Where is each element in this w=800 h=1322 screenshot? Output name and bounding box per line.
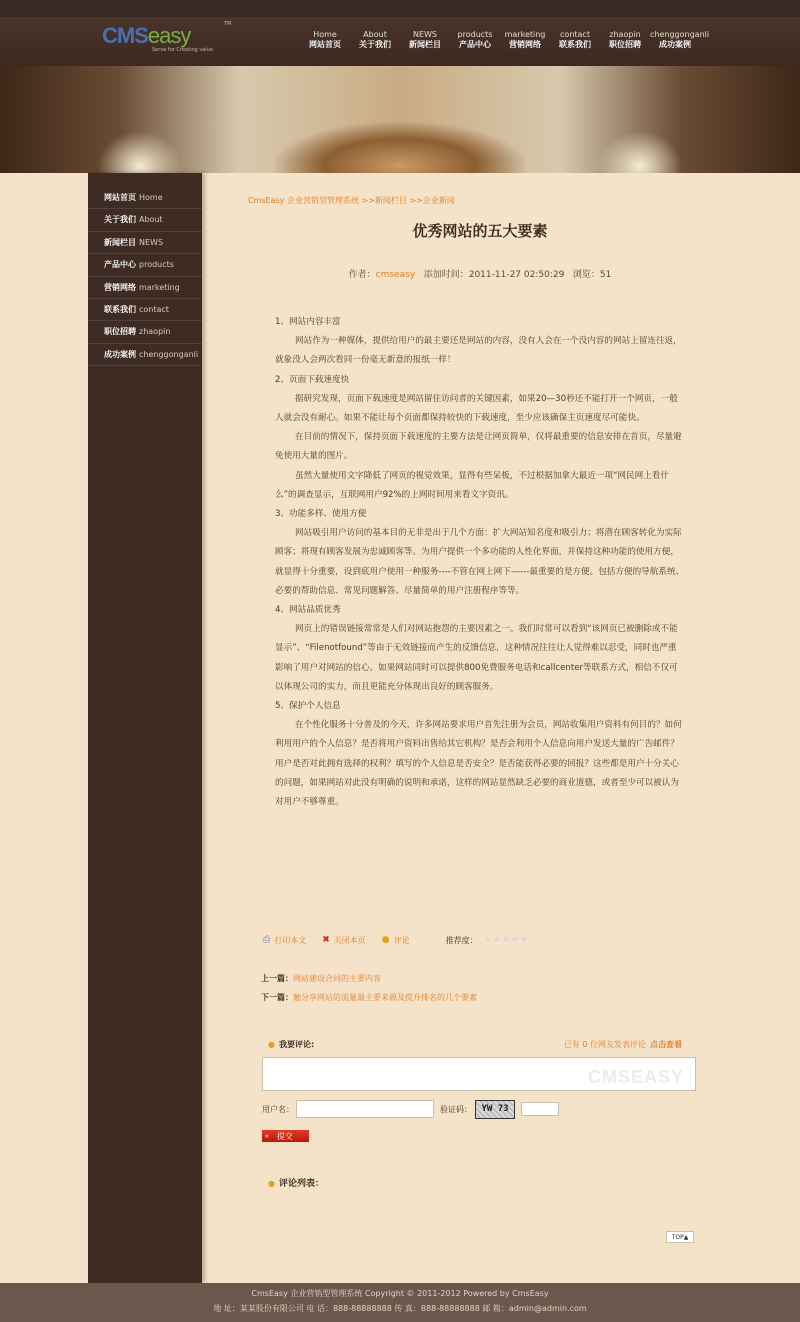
bullet-icon: ●: [268, 1040, 275, 1049]
sidebar-item-about[interactable]: [88, 209, 202, 231]
print-label: 打印本文: [274, 935, 307, 945]
nav-item-cn: 营销网络: [509, 40, 541, 49]
time-label: 添加时间：: [423, 270, 469, 280]
comment-label: 评论: [393, 935, 410, 945]
author-label: 作者：: [348, 270, 376, 280]
close-label: 关闭本页: [333, 935, 366, 945]
double-arrow-icon: «: [265, 1132, 269, 1140]
nav-item-cn: 产品中心: [459, 40, 491, 49]
views-label: 浏览：: [572, 270, 600, 280]
comment-count: [564, 1039, 682, 1050]
comment-count-post: 位网友发表评论: [590, 1040, 646, 1049]
sidebar-item-cn: 新闻栏目: [104, 237, 136, 247]
comment-form-header: [268, 1039, 682, 1051]
nav-item-en: About: [363, 30, 387, 39]
sidebar-item-en: Home: [139, 193, 163, 202]
prev-article: [261, 969, 477, 988]
logo-easy-text: easy: [147, 23, 191, 48]
sidebar-item-contact[interactable]: [88, 299, 202, 321]
footer-contact: 地 址：某某股份有限公司 电 话：888-88888888 传 真：888-88888888 邮 箱：admin@admin.com: [213, 1304, 587, 1313]
comment-box-wrap: [262, 1057, 696, 1091]
sidebar-item-cn: 关于我们: [104, 215, 136, 225]
breadcrumb-separator: >>: [409, 196, 423, 205]
site-footer: [0, 1283, 800, 1322]
breadcrumb-news-link[interactable]: 新闻栏目: [374, 196, 407, 205]
comment-icon: ●: [381, 935, 390, 945]
hero-banner-image: [0, 66, 800, 173]
cmseasy-watermark: CMSEASY: [587, 1067, 684, 1087]
sidebar-item-news[interactable]: [88, 232, 202, 254]
comment-user-row: [262, 1100, 559, 1118]
article-title: 优秀网站的五大要素: [412, 222, 548, 240]
sidebar-item-en: zhaopin: [139, 327, 171, 337]
submit-label: 提交: [276, 1131, 293, 1141]
breadcrumb-separator: >>: [361, 196, 375, 205]
username-input[interactable]: [296, 1100, 434, 1118]
nav-item-cn: 职位招聘: [609, 40, 641, 49]
sidebar-item-en: contact: [139, 304, 169, 314]
nav-item-cn: 关于我们: [359, 40, 391, 49]
article-paragraph: 虽然大量使用文字降低了网页的视觉效果，显得有些呆板，不过根据加拿大最近一项“网民网上看什么”的调查显示，互联网用户92%的上网时间用来看文字资讯。: [275, 470, 669, 500]
sidebar-item-cn: 联系我们: [104, 304, 136, 314]
nav-item-en: zhaopin: [609, 30, 641, 39]
nav-item-news[interactable]: [400, 30, 450, 50]
site-logo[interactable]: [102, 21, 232, 53]
printer-icon: ⎙: [263, 935, 271, 945]
comment-list: [268, 1176, 324, 1189]
article-paragraph: 据研究发现，页面下载速度是网站留住访问者的关键因素，如果20—30秒还不能打开一个网页，一般人就会没有耐心。如果不能让每个页面都保持较快的下载速度，至少应该确保主页速度尽可能快。: [275, 393, 678, 424]
comment-form-title: 我要评论:: [278, 1040, 315, 1049]
comment-list-title: 评论列表：: [278, 1179, 324, 1189]
nav-item-about[interactable]: [350, 30, 400, 50]
logo-slogan: Serve for Creating value: [152, 47, 213, 53]
view-comments-link[interactable]: 点击查看: [650, 1040, 682, 1049]
article-tools: [263, 934, 529, 946]
nav-item-marketing[interactable]: [500, 30, 550, 50]
sidebar-item-chenggonganli[interactable]: [88, 344, 202, 366]
article-section-heading: 3、功能多样、使用方便: [275, 509, 367, 520]
nav-item-zhaopin[interactable]: [600, 30, 650, 50]
sidebar-item-en: marketing: [139, 282, 180, 292]
article-paragraph: 网站作为一种媒体，提供给用户的最主要还是网站的内容，没有人会在一个没内容的网站上留连往返，就象没人会两次看同一份毫无新意的报纸一样！: [275, 336, 682, 366]
recommend-stars[interactable]: ★★★★★: [483, 935, 529, 945]
nav-item-contact[interactable]: [550, 30, 600, 50]
next-article-link[interactable]: 触分享网站的流量最主要来源及提升排名的几个要素: [293, 993, 477, 1002]
back-to-top-button[interactable]: TOP▲: [666, 1231, 694, 1243]
article-body: [275, 313, 685, 812]
breadcrumb: [248, 195, 455, 206]
comment-count-pre: 已有: [563, 1040, 580, 1049]
sidebar-item-cn: 职位招聘: [104, 327, 136, 337]
close-page-button[interactable]: [322, 935, 366, 946]
logo-cms-text: CMS: [102, 23, 148, 48]
sidebar-item-cn: 网站首页: [104, 193, 136, 202]
comment-button[interactable]: [382, 935, 410, 946]
main-nav: [300, 30, 710, 50]
nav-item-en: Home: [313, 30, 337, 39]
next-label: 下一篇：: [261, 993, 293, 1002]
article-paragraph: 网站吸引用户访问的基本目的无非是出于几个方面：扩大网站知名度和吸引力；将潜在顾客转化为实际顾客；将现有顾客发展为忠诚顾客等。为用户提供一个多功能的人性化界面，并保持这种功能的使用方便，就显得十分重要，设到底用户使用一种服务----不管在网上网下------最重要的是方便。包括方便的导航系统、必要的帮助信息、常见问题解答、尽量简单的用户注册程序等等。: [275, 528, 685, 596]
nav-item-en: chenggonganli: [650, 30, 710, 39]
captcha-input[interactable]: [521, 1102, 559, 1116]
comment-count-value: 0: [582, 1040, 588, 1049]
prev-next-links: [261, 969, 477, 1007]
captcha-image[interactable]: YW 73: [475, 1100, 515, 1119]
logo-trademark: TM: [224, 21, 232, 27]
nav-item-en: NEWS: [412, 30, 438, 39]
article-meta: [202, 267, 758, 280]
main-content: [202, 173, 800, 1283]
nav-item-en: contact: [560, 30, 590, 39]
sidebar-item-home[interactable]: [88, 187, 202, 209]
prev-article-link[interactable]: 网站建设合同的主要内容: [293, 974, 381, 983]
article-section-heading: 1、网站内容丰富: [275, 317, 341, 327]
print-button[interactable]: [263, 935, 306, 946]
nav-item-chenggonganli[interactable]: [650, 30, 710, 50]
username-label: 用户名：: [262, 1104, 294, 1114]
nav-item-en: products: [457, 30, 493, 39]
breadcrumb-company-news-link[interactable]: 企业新闻: [422, 196, 455, 205]
sidebar-item-en: products: [139, 260, 174, 270]
article-section-heading: 4、网站品质优秀: [275, 605, 341, 616]
sidebar-item-cn: 营销网络: [104, 282, 136, 292]
nav-item-en: marketing: [504, 30, 546, 39]
sidebar-item-cn: 成功案例: [104, 349, 136, 359]
article-section-heading: 2、页面下载速度快: [275, 374, 350, 385]
article-paragraph: 在个性化服务十分普及的今天，许多网站要求用户首先注册为会员，网站收集用户资料有何目的？如何利用用户的个人信息？是否将用户资料出售给其它机构？是否会利用个人信息向用户发送大量的广告邮件？用户是否对此拥有选择的权利？填写的个人信息是否安全？是否能获得必要的回报？这些都是用户十分关心的问题，如果网站对此没有明确的说明和承诺，这样的网站显然缺乏必要的商业道德，或者至少可以被认为对用户不够尊重。: [275, 720, 682, 808]
author-name[interactable]: cmseasy: [375, 270, 416, 280]
article-section-heading: 5、保护个人信息: [275, 701, 341, 712]
sidebar: [88, 173, 202, 1283]
footer-copyright: CmsEasy 企业营销型管理系统 Copyright © 2011-2012 Powered by CmsEasy: [251, 1289, 549, 1298]
sidebar-item-marketing[interactable]: [88, 277, 202, 299]
site-header: [0, 0, 800, 66]
article-paragraph: 在目前的情况下，保持页面下载速度的主要方法是让网页简单，仅将最重要的信息安排在首页，尽量避免使用大量的图片。: [275, 432, 682, 462]
nav-item-cn: 网站首页: [309, 40, 341, 49]
publish-time: 2011-11-27 02:50:29: [468, 270, 565, 280]
sidebar-item-en: About: [139, 215, 163, 225]
article-paragraph: 网页上的错误链接常常是人们对网站抱怨的主要因素之一。我们时常可以看到“该网页已被删除或不能显示”、“Filenotfound”等由于无效链接而产生的反馈信息，这种情况往往让人觉得难以忍受，同时也严重影响了用户对网站的信心。如果网站同时可以提供800免费服务电话和callcenter等联系方式，相信不仅可以体现公司的实力，而且更能充分体现出良好的顾客服务。: [275, 624, 678, 692]
captcha-label: 验证码：: [440, 1104, 472, 1114]
submit-comment-button[interactable]: [262, 1130, 309, 1142]
sidebar-item-en: chenggonganli: [139, 349, 199, 359]
breadcrumb-site-link[interactable]: CmsEasy 企业营销型管理系统: [248, 196, 359, 205]
nav-item-home[interactable]: [300, 30, 350, 50]
nav-item-cn: 联系我们: [559, 40, 591, 49]
nav-item-products[interactable]: [450, 30, 500, 50]
recommend-label: 推荐度：: [445, 935, 478, 945]
close-icon: ✖: [322, 935, 330, 945]
logo-wordmark: [102, 25, 232, 47]
sidebar-item-products[interactable]: [88, 254, 202, 276]
sidebar-item-cn: 产品中心: [104, 260, 136, 270]
sidebar-item-zhaopin[interactable]: [88, 321, 202, 343]
prev-label: 上一篇：: [261, 974, 293, 983]
nav-item-cn: 新闻栏目: [409, 40, 441, 49]
next-article: [261, 988, 477, 1007]
sidebar-menu: [88, 187, 202, 366]
nav-item-cn: 成功案例: [659, 40, 691, 49]
bullet-icon: ●: [268, 1179, 275, 1188]
view-count: 51: [599, 270, 612, 280]
sidebar-item-en: NEWS: [139, 237, 164, 247]
